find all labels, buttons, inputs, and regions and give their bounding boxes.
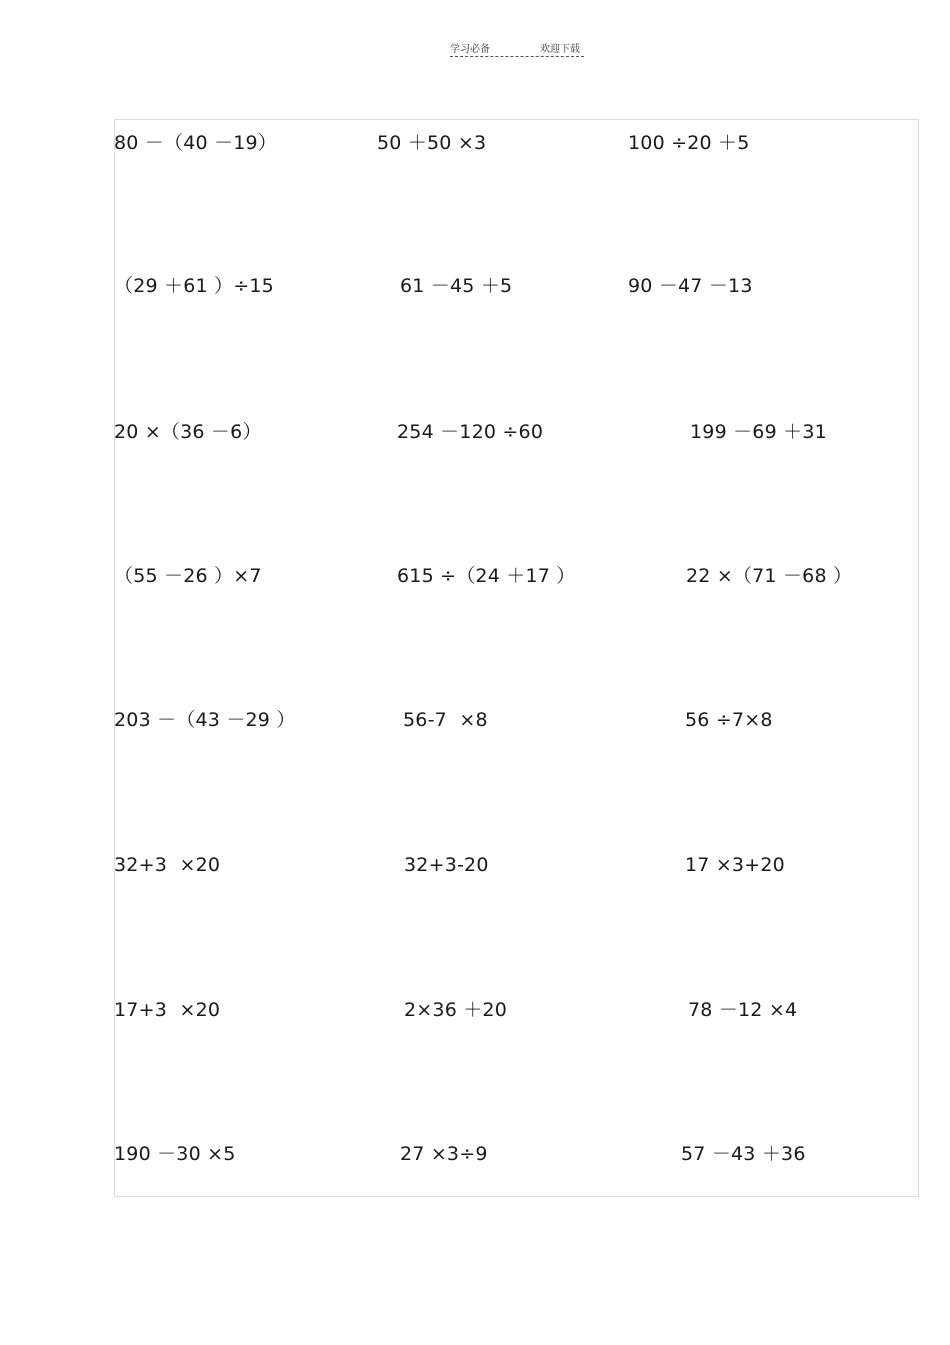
- problem-r5-c2: 56-7 ×8: [403, 709, 488, 731]
- problem-r7-c1: 17+3 ×20: [114, 999, 221, 1021]
- problem-r5-c1: 203 －（43 －29 ）: [114, 709, 296, 731]
- problem-r3-c2: 254 －120 ÷60: [397, 421, 544, 443]
- problem-r3-c3: 199 －69 ＋31: [690, 421, 827, 443]
- problem-r4-c3: 22 ×（71 －68 ）: [686, 565, 853, 587]
- header-left-text: 学习必备: [450, 44, 490, 55]
- problem-r6-c2: 32+3-20: [404, 854, 489, 876]
- problem-r3-c1: 20 ×（36 －6）: [114, 421, 262, 443]
- problem-r2-c1: （29 ＋61 ）÷15: [114, 275, 274, 297]
- problem-r1-c3: 100 ÷20 ＋5: [628, 132, 750, 154]
- problem-r2-c3: 90 －47 －13: [628, 275, 753, 297]
- problem-r8-c3: 57 －43 ＋36: [681, 1143, 806, 1165]
- problem-r7-c2: 2×36 ＋20: [404, 999, 508, 1021]
- problem-r8-c2: 27 ×3÷9: [400, 1143, 488, 1165]
- header-right-text: 欢迎下载: [540, 44, 580, 55]
- problem-r8-c1: 190 －30 ×5: [114, 1143, 236, 1165]
- problem-r6-c1: 32+3 ×20: [114, 854, 221, 876]
- problem-r4-c2: 615 ÷（24 ＋17 ）: [397, 565, 576, 587]
- page-header: [450, 38, 584, 57]
- problem-r4-c1: （55 －26 ）×7: [114, 565, 262, 587]
- problem-r1-c1: 80 －（40 －19）: [114, 132, 278, 154]
- problem-r2-c2: 61 －45 ＋5: [400, 275, 513, 297]
- problem-r1-c2: 50 ＋50 ×3: [377, 132, 487, 154]
- problem-r5-c3: 56 ÷7×8: [685, 709, 773, 731]
- problem-r7-c3: 78 －12 ×4: [688, 999, 798, 1021]
- problem-r6-c3: 17 ×3+20: [685, 854, 785, 876]
